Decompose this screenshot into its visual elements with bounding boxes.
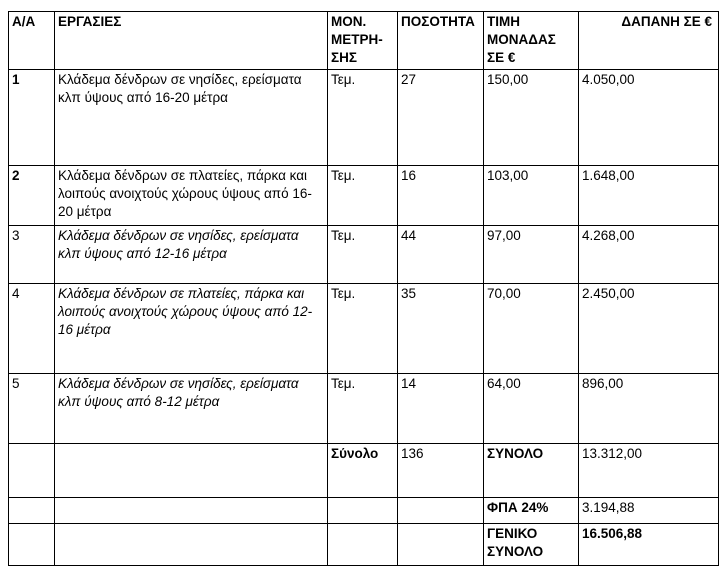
row-unit: Τεμ.: [328, 374, 398, 444]
subtotal-row: [9, 444, 719, 498]
row-price: 70,00: [484, 284, 579, 374]
row-cost: 4.268,00: [579, 226, 719, 284]
table-row: [9, 166, 719, 226]
total-label: ΣΥΝΟΛΟ: [484, 444, 579, 498]
header-row: [9, 12, 719, 70]
table-row: [9, 284, 719, 374]
header-cost: ΔΑΠΑΝΗ ΣΕ €: [579, 12, 719, 70]
empty-cell: [328, 524, 398, 566]
total-value: 13.312,00: [579, 444, 719, 498]
empty-cell: [55, 498, 328, 524]
row-unit: Τεμ.: [328, 284, 398, 374]
header-unit: ΜΟΝ. ΜΕΤΡΗ-ΣΗΣ: [328, 12, 398, 70]
table-row: [9, 70, 719, 166]
empty-cell: [55, 444, 328, 498]
vat-value: 3.194,88: [579, 498, 719, 524]
empty-cell: [328, 498, 398, 524]
grand-total-row: [9, 524, 719, 566]
row-qty: 16: [398, 166, 484, 226]
grand-value: 16.506,88: [579, 524, 719, 566]
vat-row: [9, 498, 719, 524]
row-desc: Κλάδεμα δένδρων σε νησίδες, ερείσματα κλπ ύψους από 8-12 μέτρα: [55, 374, 328, 444]
empty-cell: [9, 498, 55, 524]
sum-qty: 136: [398, 444, 484, 498]
row-qty: 35: [398, 284, 484, 374]
grand-label: ΓΕΝΙΚΟ ΣΥΝΟΛΟ: [484, 524, 579, 566]
row-desc: Κλάδεμα δένδρων σε νησίδες, ερείσματα κλπ ύψους από 12-16 μέτρα: [55, 226, 328, 284]
table-row: [9, 374, 719, 444]
row-aa: 1: [9, 70, 55, 166]
row-aa: 2: [9, 166, 55, 226]
row-price: 97,00: [484, 226, 579, 284]
row-qty: 44: [398, 226, 484, 284]
header-aa: Α/Α: [9, 12, 55, 70]
row-cost: 1.648,00: [579, 166, 719, 226]
row-desc: Κλάδεμα δένδρων σε πλατείες, πάρκα και λοιπούς ανοιχτούς χώρους ύψους από 16-20 μέτρα: [55, 166, 328, 226]
row-qty: 14: [398, 374, 484, 444]
row-desc: Κλάδεμα δένδρων σε πλατείες, πάρκα και λοιπούς ανοιχτούς χώρους ύψους από 12-16 μέτρα: [55, 284, 328, 374]
row-cost: 2.450,00: [579, 284, 719, 374]
row-cost: 896,00: [579, 374, 719, 444]
row-desc: Κλάδεμα δένδρων σε νησίδες, ερείσματα κλπ ύψους από 16-20 μέτρα: [55, 70, 328, 166]
row-price: 103,00: [484, 166, 579, 226]
row-aa: 5: [9, 374, 55, 444]
empty-cell: [398, 524, 484, 566]
row-price: 64,00: [484, 374, 579, 444]
empty-cell: [55, 524, 328, 566]
header-price: ΤΙΜΗ ΜΟΝΑΔΑΣ ΣΕ €: [484, 12, 579, 70]
sum-label: Σύνολο: [328, 444, 398, 498]
row-unit: Τεμ.: [328, 226, 398, 284]
vat-label: ΦΠΑ 24%: [484, 498, 579, 524]
header-works: ΕΡΓΑΣΙΕΣ: [55, 12, 328, 70]
header-qty: ΠΟΣΟΤΗΤΑ: [398, 12, 484, 70]
row-aa: 4: [9, 284, 55, 374]
row-unit: Τεμ.: [328, 70, 398, 166]
row-cost: 4.050,00: [579, 70, 719, 166]
table-row: [9, 226, 719, 284]
row-qty: 27: [398, 70, 484, 166]
cost-table: [8, 11, 719, 566]
document-page: [8, 11, 719, 566]
row-price: 150,00: [484, 70, 579, 166]
empty-cell: [9, 444, 55, 498]
row-aa: 3: [9, 226, 55, 284]
empty-cell: [9, 524, 55, 566]
row-unit: Τεμ.: [328, 166, 398, 226]
empty-cell: [398, 498, 484, 524]
